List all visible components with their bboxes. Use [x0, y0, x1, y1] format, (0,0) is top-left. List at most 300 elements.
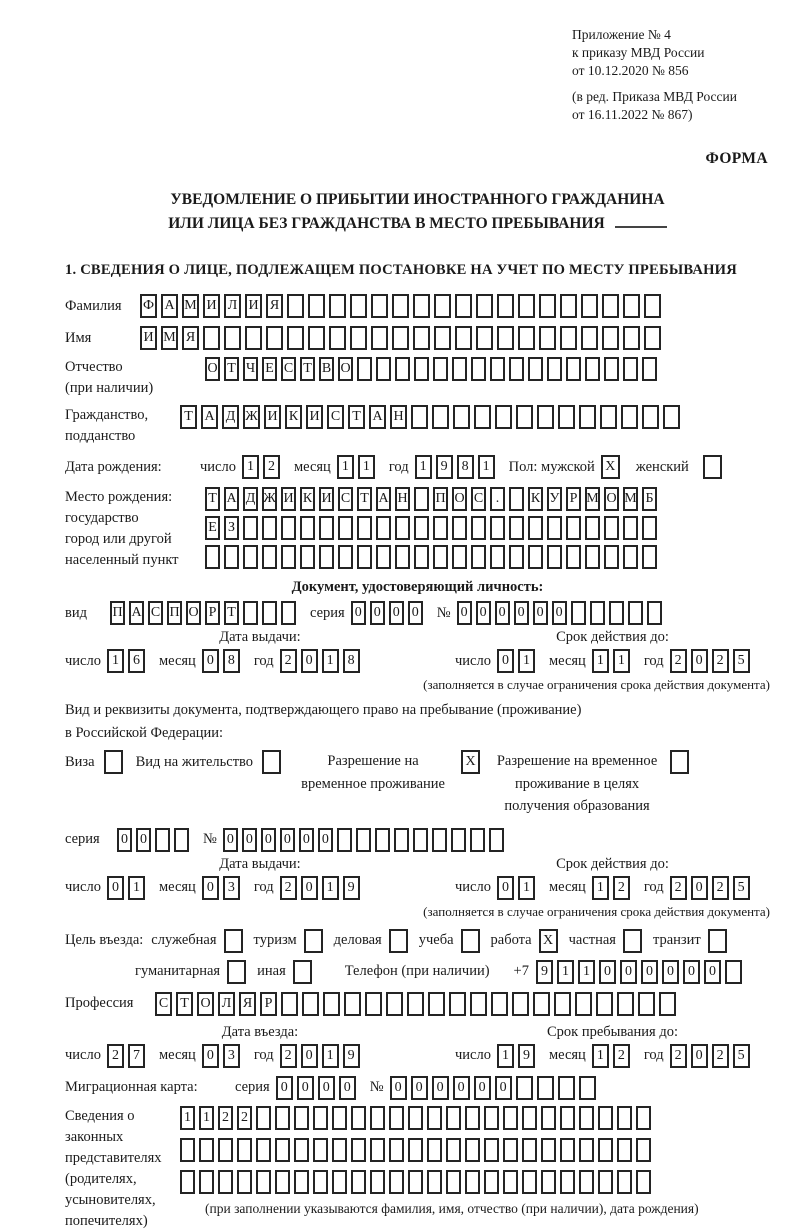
form-cell[interactable] [224, 326, 241, 350]
form-cell[interactable] [560, 1170, 575, 1194]
form-cell[interactable] [522, 1170, 537, 1194]
option-checkbox[interactable] [224, 929, 243, 953]
form-cell[interactable] [636, 1138, 651, 1162]
form-cell[interactable] [455, 294, 472, 318]
form-cell[interactable] [566, 357, 581, 381]
form-cell[interactable]: Д [222, 405, 239, 429]
form-cell[interactable] [518, 326, 535, 350]
form-cell[interactable]: 0 [457, 601, 472, 625]
form-cell[interactable] [509, 487, 524, 511]
form-cell[interactable] [465, 1106, 480, 1130]
form-cell[interactable] [465, 1138, 480, 1162]
form-cell[interactable] [581, 294, 598, 318]
form-cell[interactable] [636, 1106, 651, 1130]
form-cell[interactable]: 3 [223, 876, 240, 900]
form-cell[interactable]: 0 [299, 828, 314, 852]
form-cell[interactable]: 2 [107, 1044, 124, 1068]
form-cell[interactable] [243, 545, 258, 569]
form-cell[interactable] [490, 357, 505, 381]
form-cell[interactable] [446, 1138, 461, 1162]
form-cell[interactable]: О [205, 357, 220, 381]
form-cell[interactable]: 0 [533, 601, 548, 625]
form-cell[interactable]: К [285, 405, 302, 429]
form-cell[interactable]: 9 [436, 455, 453, 479]
form-cell[interactable] [287, 294, 304, 318]
form-cell[interactable] [395, 516, 410, 540]
form-cell[interactable] [725, 960, 742, 984]
form-cell[interactable] [644, 294, 661, 318]
form-cell[interactable] [218, 1138, 233, 1162]
form-cell[interactable]: 2 [712, 876, 729, 900]
form-cell[interactable] [365, 992, 382, 1016]
form-cell[interactable] [428, 992, 445, 1016]
form-cell[interactable]: Т [357, 487, 372, 511]
form-cell[interactable]: Т [224, 357, 239, 381]
form-cell[interactable] [427, 1138, 442, 1162]
form-cell[interactable] [516, 405, 533, 429]
form-cell[interactable] [585, 516, 600, 540]
form-cell[interactable]: 1 [415, 455, 432, 479]
form-cell[interactable]: 1 [518, 876, 535, 900]
option-checkbox[interactable] [389, 929, 408, 953]
form-cell[interactable]: Т [180, 405, 197, 429]
form-cell[interactable]: 1 [107, 649, 124, 673]
form-cell[interactable] [344, 992, 361, 1016]
form-cell[interactable]: 2 [280, 1044, 297, 1068]
form-cell[interactable] [528, 516, 543, 540]
form-cell[interactable] [319, 545, 334, 569]
form-cell[interactable] [663, 405, 680, 429]
form-cell[interactable] [503, 1138, 518, 1162]
form-cell[interactable] [623, 326, 640, 350]
form-cell[interactable] [623, 545, 638, 569]
form-cell[interactable]: 1 [592, 876, 609, 900]
form-cell[interactable] [408, 1138, 423, 1162]
sex-female-checkbox[interactable] [703, 455, 722, 479]
form-cell[interactable] [433, 357, 448, 381]
form-cell[interactable] [338, 545, 353, 569]
form-cell[interactable] [427, 1106, 442, 1130]
form-cell[interactable]: С [471, 487, 486, 511]
form-cell[interactable]: 1 [322, 876, 339, 900]
form-cell[interactable]: Т [176, 992, 193, 1016]
form-cell[interactable]: О [186, 601, 201, 625]
form-cell[interactable] [302, 992, 319, 1016]
form-cell[interactable]: 2 [613, 1044, 630, 1068]
form-cell[interactable]: 0 [202, 876, 219, 900]
form-cell[interactable] [392, 294, 409, 318]
form-cell[interactable]: А [376, 487, 391, 511]
form-cell[interactable] [452, 516, 467, 540]
education-residence-checkbox[interactable] [670, 750, 689, 774]
form-cell[interactable] [604, 357, 619, 381]
form-cell[interactable] [617, 1170, 632, 1194]
form-cell[interactable]: Л [224, 294, 241, 318]
form-cell[interactable]: Р [566, 487, 581, 511]
form-cell[interactable] [628, 601, 643, 625]
form-cell[interactable] [446, 1170, 461, 1194]
form-cell[interactable] [636, 1170, 651, 1194]
form-cell[interactable]: М [585, 487, 600, 511]
form-cell[interactable]: 8 [343, 649, 360, 673]
form-cell[interactable] [389, 1138, 404, 1162]
form-cell[interactable] [313, 1106, 328, 1130]
form-cell[interactable] [566, 545, 581, 569]
form-cell[interactable] [449, 992, 466, 1016]
form-cell[interactable] [617, 992, 634, 1016]
form-cell[interactable]: 3 [223, 1044, 240, 1068]
form-cell[interactable]: 0 [390, 1076, 407, 1100]
form-cell[interactable] [621, 405, 638, 429]
form-cell[interactable] [579, 1138, 594, 1162]
form-cell[interactable]: И [281, 487, 296, 511]
form-cell[interactable]: 0 [318, 1076, 335, 1100]
form-cell[interactable]: О [338, 357, 353, 381]
form-cell[interactable] [585, 545, 600, 569]
form-cell[interactable]: 8 [223, 649, 240, 673]
form-cell[interactable]: 1 [180, 1106, 195, 1130]
form-cell[interactable] [433, 516, 448, 540]
form-cell[interactable] [509, 545, 524, 569]
form-cell[interactable] [338, 516, 353, 540]
form-cell[interactable] [452, 357, 467, 381]
form-cell[interactable] [522, 1106, 537, 1130]
form-cell[interactable]: 0 [411, 1076, 428, 1100]
form-cell[interactable]: 0 [389, 601, 404, 625]
form-cell[interactable]: 0 [408, 601, 423, 625]
form-cell[interactable]: М [182, 294, 199, 318]
form-cell[interactable] [287, 326, 304, 350]
form-cell[interactable]: 0 [107, 876, 124, 900]
form-cell[interactable] [414, 545, 429, 569]
form-cell[interactable]: 0 [497, 649, 514, 673]
form-cell[interactable] [281, 545, 296, 569]
form-cell[interactable] [560, 1106, 575, 1130]
form-cell[interactable] [617, 1106, 632, 1130]
form-cell[interactable]: И [306, 405, 323, 429]
form-cell[interactable] [566, 516, 581, 540]
form-cell[interactable]: 1 [478, 455, 495, 479]
form-cell[interactable] [596, 992, 613, 1016]
form-cell[interactable]: 5 [733, 1044, 750, 1068]
form-cell[interactable] [313, 1138, 328, 1162]
form-cell[interactable] [275, 1138, 290, 1162]
form-cell[interactable] [395, 545, 410, 569]
form-cell[interactable]: К [528, 487, 543, 511]
form-cell[interactable]: Н [395, 487, 410, 511]
form-cell[interactable]: П [110, 601, 125, 625]
form-cell[interactable]: А [369, 405, 386, 429]
form-cell[interactable] [602, 326, 619, 350]
form-cell[interactable] [357, 357, 372, 381]
form-cell[interactable]: 2 [670, 876, 687, 900]
form-cell[interactable] [497, 294, 514, 318]
form-cell[interactable] [266, 326, 283, 350]
form-cell[interactable]: П [433, 487, 448, 511]
form-cell[interactable] [533, 992, 550, 1016]
form-cell[interactable] [604, 545, 619, 569]
form-cell[interactable]: 2 [218, 1106, 233, 1130]
form-cell[interactable]: С [338, 487, 353, 511]
form-cell[interactable]: 0 [202, 1044, 219, 1068]
form-cell[interactable] [407, 992, 424, 1016]
form-cell[interactable]: Л [218, 992, 235, 1016]
form-cell[interactable]: Т [300, 357, 315, 381]
form-cell[interactable] [370, 1106, 385, 1130]
form-cell[interactable]: 1 [358, 455, 375, 479]
form-cell[interactable] [174, 828, 189, 852]
form-cell[interactable]: 2 [613, 876, 630, 900]
form-cell[interactable] [408, 1170, 423, 1194]
form-cell[interactable] [433, 545, 448, 569]
form-cell[interactable] [237, 1170, 252, 1194]
form-cell[interactable]: 0 [453, 1076, 470, 1100]
form-cell[interactable]: А [201, 405, 218, 429]
form-cell[interactable]: 0 [683, 960, 700, 984]
form-cell[interactable] [528, 357, 543, 381]
form-cell[interactable]: У [547, 487, 562, 511]
form-cell[interactable]: 7 [128, 1044, 145, 1068]
form-cell[interactable]: К [300, 487, 315, 511]
form-cell[interactable] [414, 516, 429, 540]
form-cell[interactable] [350, 294, 367, 318]
form-cell[interactable] [308, 294, 325, 318]
form-cell[interactable]: 0 [301, 1044, 318, 1068]
form-cell[interactable] [371, 326, 388, 350]
option-checkbox[interactable] [623, 929, 642, 953]
form-cell[interactable]: И [264, 405, 281, 429]
form-cell[interactable]: Т [348, 405, 365, 429]
form-cell[interactable] [539, 294, 556, 318]
form-cell[interactable]: 0 [662, 960, 679, 984]
form-cell[interactable] [503, 1170, 518, 1194]
form-cell[interactable]: Д [243, 487, 258, 511]
form-cell[interactable]: 0 [476, 601, 491, 625]
form-cell[interactable] [224, 545, 239, 569]
form-cell[interactable] [180, 1138, 195, 1162]
form-cell[interactable] [395, 357, 410, 381]
form-cell[interactable] [474, 405, 491, 429]
form-cell[interactable] [560, 1138, 575, 1162]
form-cell[interactable]: С [148, 601, 163, 625]
form-cell[interactable] [218, 1170, 233, 1194]
form-cell[interactable]: 0 [117, 828, 132, 852]
form-cell[interactable]: О [197, 992, 214, 1016]
form-cell[interactable] [356, 828, 371, 852]
form-cell[interactable] [623, 516, 638, 540]
form-cell[interactable] [585, 357, 600, 381]
form-cell[interactable]: М [161, 326, 178, 350]
form-cell[interactable]: И [245, 294, 262, 318]
form-cell[interactable] [300, 545, 315, 569]
form-cell[interactable] [350, 326, 367, 350]
form-cell[interactable] [659, 992, 676, 1016]
form-cell[interactable]: 0 [261, 828, 276, 852]
form-cell[interactable]: 0 [223, 828, 238, 852]
form-cell[interactable] [516, 1076, 533, 1100]
form-cell[interactable]: Р [205, 601, 220, 625]
form-cell[interactable]: И [319, 487, 334, 511]
form-cell[interactable]: Е [262, 357, 277, 381]
form-cell[interactable] [243, 601, 258, 625]
form-cell[interactable]: 1 [578, 960, 595, 984]
form-cell[interactable] [389, 1106, 404, 1130]
form-cell[interactable] [579, 1076, 596, 1100]
form-cell[interactable] [413, 828, 428, 852]
form-cell[interactable] [199, 1170, 214, 1194]
form-cell[interactable]: 0 [691, 1044, 708, 1068]
form-cell[interactable] [602, 294, 619, 318]
form-cell[interactable] [547, 516, 562, 540]
form-cell[interactable]: 1 [128, 876, 145, 900]
form-cell[interactable] [408, 1106, 423, 1130]
form-cell[interactable]: 9 [343, 1044, 360, 1068]
form-cell[interactable]: 1 [497, 1044, 514, 1068]
form-cell[interactable] [537, 1076, 554, 1100]
form-cell[interactable] [389, 1170, 404, 1194]
form-cell[interactable]: Н [390, 405, 407, 429]
form-cell[interactable]: Ж [262, 487, 277, 511]
form-cell[interactable] [465, 1170, 480, 1194]
form-cell[interactable] [476, 326, 493, 350]
form-cell[interactable]: 0 [202, 649, 219, 673]
form-cell[interactable] [427, 1170, 442, 1194]
form-cell[interactable] [642, 357, 657, 381]
form-cell[interactable] [386, 992, 403, 1016]
form-cell[interactable] [642, 516, 657, 540]
form-cell[interactable]: 2 [237, 1106, 252, 1130]
form-cell[interactable] [638, 992, 655, 1016]
form-cell[interactable] [245, 326, 262, 350]
form-cell[interactable]: 0 [495, 601, 510, 625]
form-cell[interactable]: 1 [557, 960, 574, 984]
form-cell[interactable] [541, 1170, 556, 1194]
form-cell[interactable] [155, 828, 170, 852]
form-cell[interactable] [491, 992, 508, 1016]
form-cell[interactable] [558, 1076, 575, 1100]
form-cell[interactable] [375, 828, 390, 852]
form-cell[interactable] [617, 1138, 632, 1162]
form-cell[interactable] [281, 516, 296, 540]
temporary-residence-checkbox[interactable]: X [461, 750, 480, 774]
form-cell[interactable] [560, 326, 577, 350]
form-cell[interactable] [413, 326, 430, 350]
form-cell[interactable] [560, 294, 577, 318]
form-cell[interactable] [243, 516, 258, 540]
form-cell[interactable] [370, 1170, 385, 1194]
form-cell[interactable] [329, 294, 346, 318]
form-cell[interactable]: Я [266, 294, 283, 318]
form-cell[interactable] [432, 405, 449, 429]
form-cell[interactable]: 0 [297, 1076, 314, 1100]
form-cell[interactable]: 1 [518, 649, 535, 673]
form-cell[interactable] [294, 1170, 309, 1194]
form-cell[interactable]: С [155, 992, 172, 1016]
form-cell[interactable]: Т [224, 601, 239, 625]
form-cell[interactable] [604, 516, 619, 540]
form-cell[interactable] [598, 1170, 613, 1194]
form-cell[interactable]: 0 [351, 601, 366, 625]
form-cell[interactable] [579, 1106, 594, 1130]
sex-male-checkbox[interactable]: X [601, 455, 620, 479]
form-cell[interactable] [476, 294, 493, 318]
form-cell[interactable]: 1 [613, 649, 630, 673]
form-cell[interactable]: В [319, 357, 334, 381]
form-cell[interactable] [275, 1170, 290, 1194]
form-cell[interactable]: 1 [322, 649, 339, 673]
form-cell[interactable]: М [623, 487, 638, 511]
form-cell[interactable]: 0 [552, 601, 567, 625]
form-cell[interactable] [647, 601, 662, 625]
form-cell[interactable] [644, 326, 661, 350]
form-cell[interactable] [205, 545, 220, 569]
form-cell[interactable] [484, 1138, 499, 1162]
form-cell[interactable]: Я [182, 326, 199, 350]
option-checkbox[interactable] [461, 929, 480, 953]
form-cell[interactable] [623, 357, 638, 381]
form-cell[interactable] [332, 1170, 347, 1194]
form-cell[interactable] [471, 545, 486, 569]
form-cell[interactable]: Ф [140, 294, 157, 318]
form-cell[interactable]: 1 [242, 455, 259, 479]
form-cell[interactable]: З [224, 516, 239, 540]
form-cell[interactable]: 0 [318, 828, 333, 852]
form-cell[interactable] [609, 601, 624, 625]
form-cell[interactable] [351, 1138, 366, 1162]
form-cell[interactable] [554, 992, 571, 1016]
form-cell[interactable] [642, 545, 657, 569]
form-cell[interactable] [262, 545, 277, 569]
form-cell[interactable] [351, 1170, 366, 1194]
form-cell[interactable] [489, 828, 504, 852]
form-cell[interactable] [203, 326, 220, 350]
form-cell[interactable]: 6 [128, 649, 145, 673]
form-cell[interactable] [434, 326, 451, 350]
form-cell[interactable] [294, 1106, 309, 1130]
form-cell[interactable] [414, 357, 429, 381]
form-cell[interactable] [319, 516, 334, 540]
form-cell[interactable] [518, 294, 535, 318]
form-cell[interactable] [394, 828, 409, 852]
form-cell[interactable] [547, 545, 562, 569]
form-cell[interactable]: 0 [242, 828, 257, 852]
form-cell[interactable] [357, 545, 372, 569]
form-cell[interactable] [581, 326, 598, 350]
form-cell[interactable] [332, 1106, 347, 1130]
form-cell[interactable] [256, 1106, 271, 1130]
form-cell[interactable]: А [161, 294, 178, 318]
form-cell[interactable] [313, 1170, 328, 1194]
form-cell[interactable]: 0 [497, 876, 514, 900]
form-cell[interactable] [414, 487, 429, 511]
form-cell[interactable]: 2 [670, 649, 687, 673]
form-cell[interactable] [547, 357, 562, 381]
form-cell[interactable] [329, 326, 346, 350]
form-cell[interactable]: 9 [343, 876, 360, 900]
form-cell[interactable]: 0 [474, 1076, 491, 1100]
option-checkbox[interactable] [227, 960, 246, 984]
form-cell[interactable] [237, 1138, 252, 1162]
option-checkbox[interactable] [304, 929, 323, 953]
form-cell[interactable]: О [604, 487, 619, 511]
form-cell[interactable] [371, 294, 388, 318]
form-cell[interactable] [509, 516, 524, 540]
form-cell[interactable]: 0 [432, 1076, 449, 1100]
form-cell[interactable]: 1 [322, 1044, 339, 1068]
form-cell[interactable] [308, 326, 325, 350]
form-cell[interactable] [471, 516, 486, 540]
form-cell[interactable] [470, 992, 487, 1016]
